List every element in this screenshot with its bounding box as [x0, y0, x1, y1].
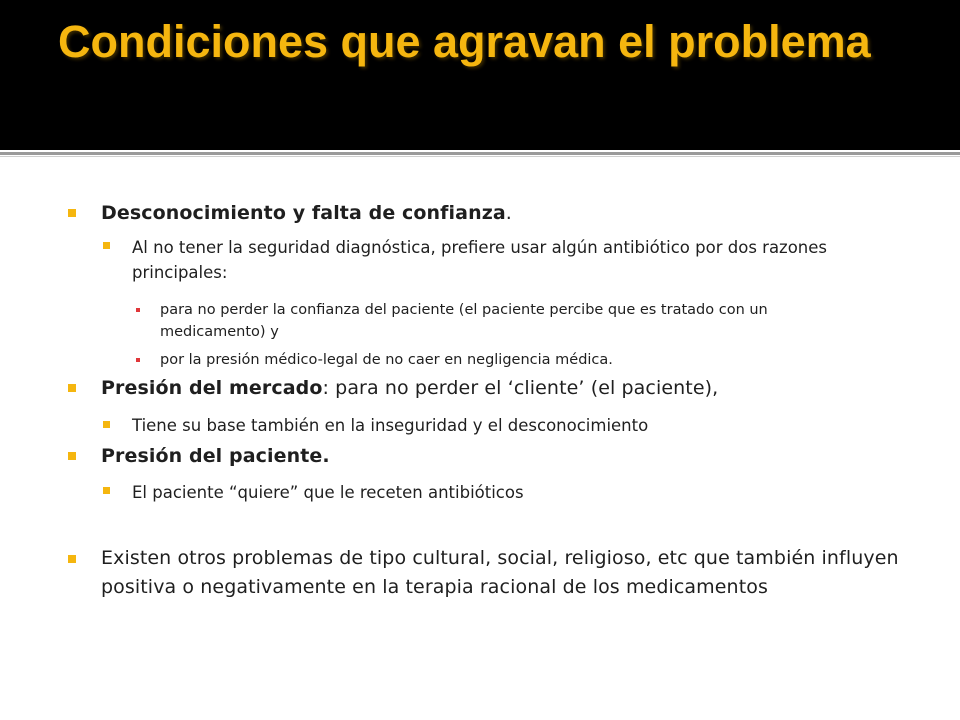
bullet-2-rest: : para no perder el ‘cliente’ (el paciente), [322, 377, 719, 399]
bullet-2-1: Tiene su base también en la inseguridad y el desconocimiento [132, 416, 649, 435]
bullet-square-icon [68, 209, 76, 217]
bullet-1-rest: . [505, 202, 512, 224]
bullet-square-icon [68, 452, 76, 460]
bullet-square-icon [103, 421, 110, 428]
bullet-1-1-2: por la presión médico-legal de no caer en negligencia médica. [160, 352, 613, 368]
bullet-square-icon [103, 242, 110, 249]
bullet-3-bold: Presión del paciente. [101, 445, 330, 467]
bullet-3-1: El paciente “quiere” que le receten antibióticos [132, 483, 524, 502]
bullet-square-icon [68, 384, 76, 392]
bullet-1-bold: Desconocimiento y falta de confianza [101, 202, 506, 224]
bullet-1 [101, 199, 901, 227]
bullet-3 [101, 442, 901, 470]
bullet-2-bold: Presión del mercado [101, 377, 323, 399]
bullet-2 [101, 374, 921, 402]
bullet-4: Existen otros problemas de tipo cultural, social, religioso, etc que también influyen positiva o negativamente en la terapia racional de los medicamentos [101, 547, 899, 598]
bullet-square-icon [103, 487, 110, 494]
bullet-1-1-1: para no perder la confianza del paciente (el paciente percibe que es tratado con un medicamento) y [160, 302, 768, 340]
slide-title: Condiciones que agravan el problema [58, 16, 871, 67]
bullet-small-icon [136, 308, 140, 312]
bullet-square-icon [68, 555, 76, 563]
bullet-1-1: Al no tener la seguridad diagnóstica, prefiere usar algún antibiótico por dos razones principales: [132, 238, 828, 282]
bullet-small-icon [136, 358, 140, 362]
